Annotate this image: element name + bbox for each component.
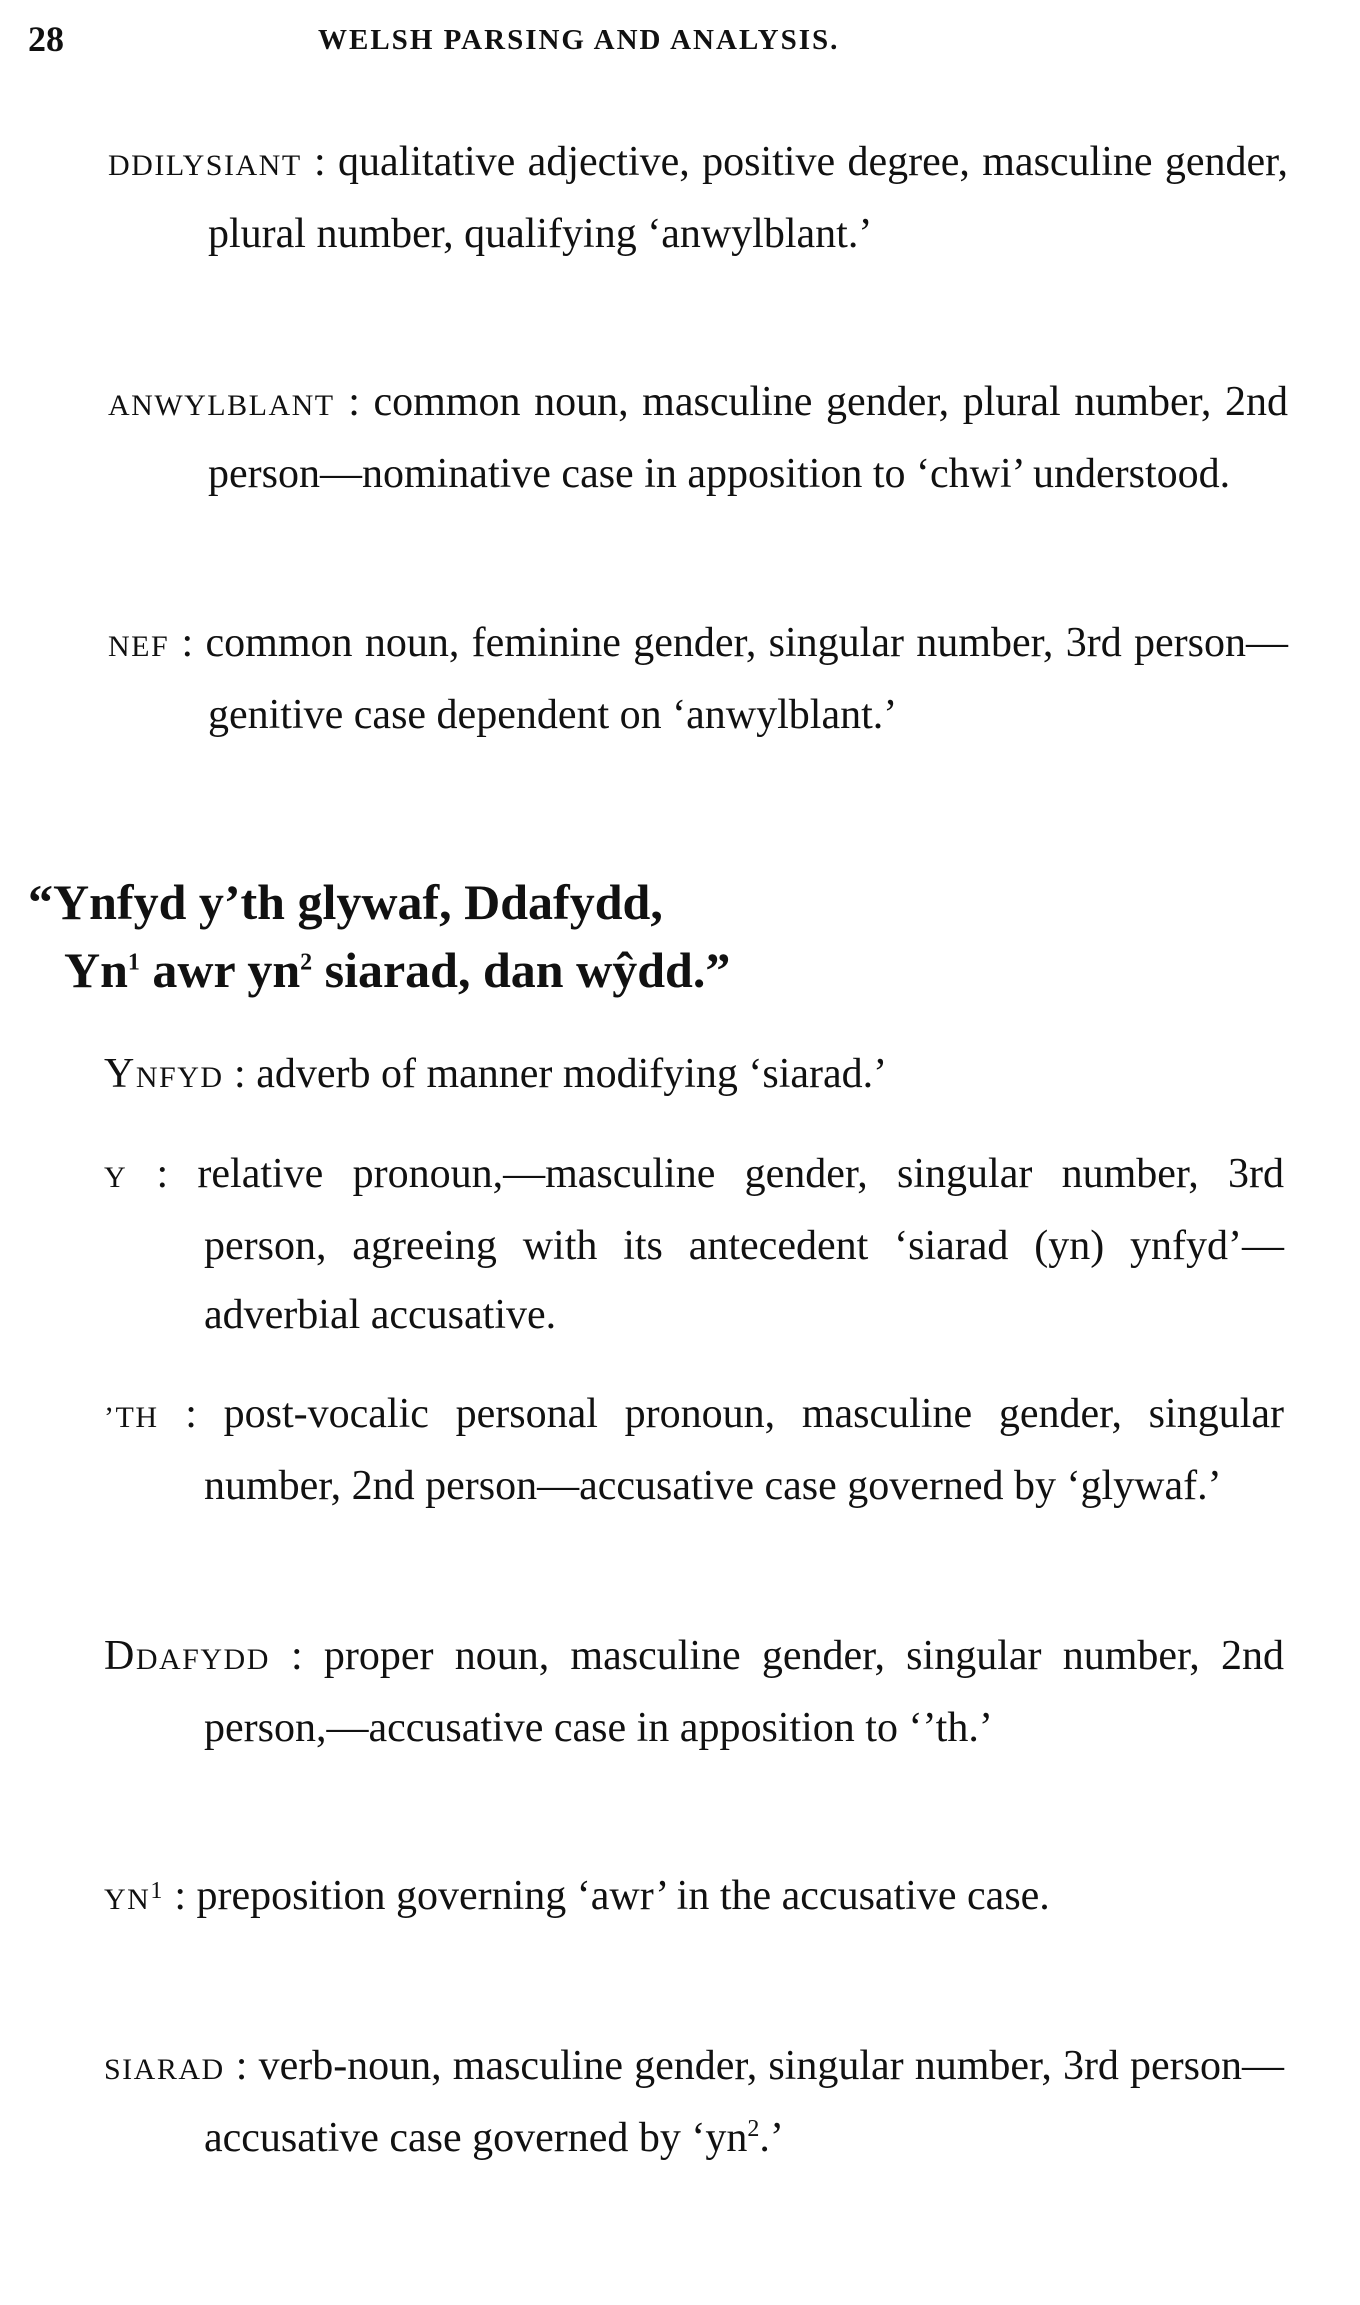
entry-ddafydd: DDAFYDD : proper noun, masculine gender, singular number, 2nd person,—accusative case in apposition to ‘’th.’	[104, 1633, 1284, 1751]
quotation-line-1: “Ynfyd y’th glywaf, Ddafydd,	[28, 874, 663, 930]
entry-text-part: .’	[759, 2115, 784, 2161]
term-capital: Y	[104, 1051, 136, 1097]
entry-text: common noun, feminine gender, singular number, 3rd person—genitive case dependent on ‘anwylblant.’	[205, 620, 1289, 738]
entry-siarad: SIARAD : verb-noun, masculine gender, singular number, 3rd person—accusative case governed by ‘$yn^2$.’	[104, 2043, 1284, 2161]
superscript: 1	[150, 1878, 164, 1904]
entry-term	[104, 1633, 270, 1679]
entry-y: Y : relative pronoun,—masculine gender, singular number, 3rd person, agreeing with its antecedent ‘siarad (yn) ynfyd’—adverbial accusative.	[104, 1151, 1284, 1338]
entry-term: DDILYSIANT	[108, 149, 302, 182]
entry-term: Y	[104, 1161, 128, 1194]
entry-term: ’TH	[104, 1401, 159, 1434]
quotation-text: awr yn	[139, 942, 301, 998]
term-text: YN	[104, 1883, 151, 1916]
entry-th: ’TH : post-vocalic personal pronoun, masculine gender, singular number, 2nd person—accusative case governed by ‘glywaf.’	[104, 1391, 1284, 1509]
quotation-line-2	[28, 936, 1228, 1004]
entry-term: SIARAD	[104, 2053, 225, 2086]
running-head: WELSH PARSING AND ANALYSIS.	[318, 24, 840, 56]
entry-text: qualitative adjective, positive degree, masculine gender, plural number, qualifying ‘anwylblant.’	[208, 139, 1288, 257]
superscript: 2	[747, 2116, 760, 2142]
entry-anwylblant: ANWYLBLANT : common noun, masculine gender, plural number, 2nd person—nominative case in apposition to ‘chwi’ understood.	[108, 379, 1288, 497]
entry-text: adverb of manner modifying ‘siarad.’	[256, 1051, 888, 1097]
entry-term: ANWYLBLANT	[108, 389, 335, 422]
entry-text: proper noun, masculine gender, singular number, 2nd person,—accusative case in apposition to ‘’th.’	[204, 1633, 1284, 1751]
quotation-text: siarad, dan wŷdd.”	[312, 942, 731, 998]
entry-text: common noun, masculine gender, plural number, 2nd person—nominative case in apposition to ‘chwi’ understood.	[208, 379, 1288, 497]
entry-term	[104, 1051, 224, 1097]
entry-yn: $YN^1$ : preposition governing ‘awr’ in the accusative case.	[104, 1873, 1050, 1919]
entry-text	[204, 2043, 1284, 2161]
page-number: 28	[28, 19, 64, 59]
page-header	[28, 18, 1320, 78]
entry-term	[104, 1878, 164, 1916]
term-small-caps: NFYD	[135, 1061, 224, 1094]
entry-text: relative pronoun,—masculine gender, singular number, 3rd person, agreeing with its antecedent ‘siarad (yn) ynfyd’—adverbial accusative.	[197, 1151, 1284, 1338]
entry-text: preposition governing ‘awr’ in the accusative case.	[196, 1873, 1050, 1919]
entry-text-part: verb-noun, masculine gender, singular number, 3rd person—accusative case governed by ‘yn	[204, 2043, 1284, 2161]
entry-nef: NEF : common noun, feminine gender, singular number, 3rd person—genitive case dependent on ‘anwylblant.’	[108, 620, 1289, 738]
superscript: 2	[300, 949, 313, 976]
entry-term: NEF	[108, 630, 170, 663]
superscript: 1	[127, 949, 140, 976]
quotation-text: Yn	[64, 942, 128, 998]
welsh-quotation	[28, 868, 1228, 1004]
entry-ddilysiant: DDILYSIANT : qualitative adjective, positive degree, masculine gender, plural number, qualifying ‘anwylblant.’	[108, 139, 1288, 257]
entry-text: post-vocalic personal pronoun, masculine gender, singular number, 2nd person—accusative case governed by ‘glywaf.’	[204, 1391, 1284, 1509]
term-capital: D	[104, 1633, 136, 1679]
term-small-caps: DAFYDD	[135, 1643, 270, 1676]
entry-ynfyd: YNFYD : adverb of manner modifying ‘siarad.’	[104, 1051, 888, 1097]
